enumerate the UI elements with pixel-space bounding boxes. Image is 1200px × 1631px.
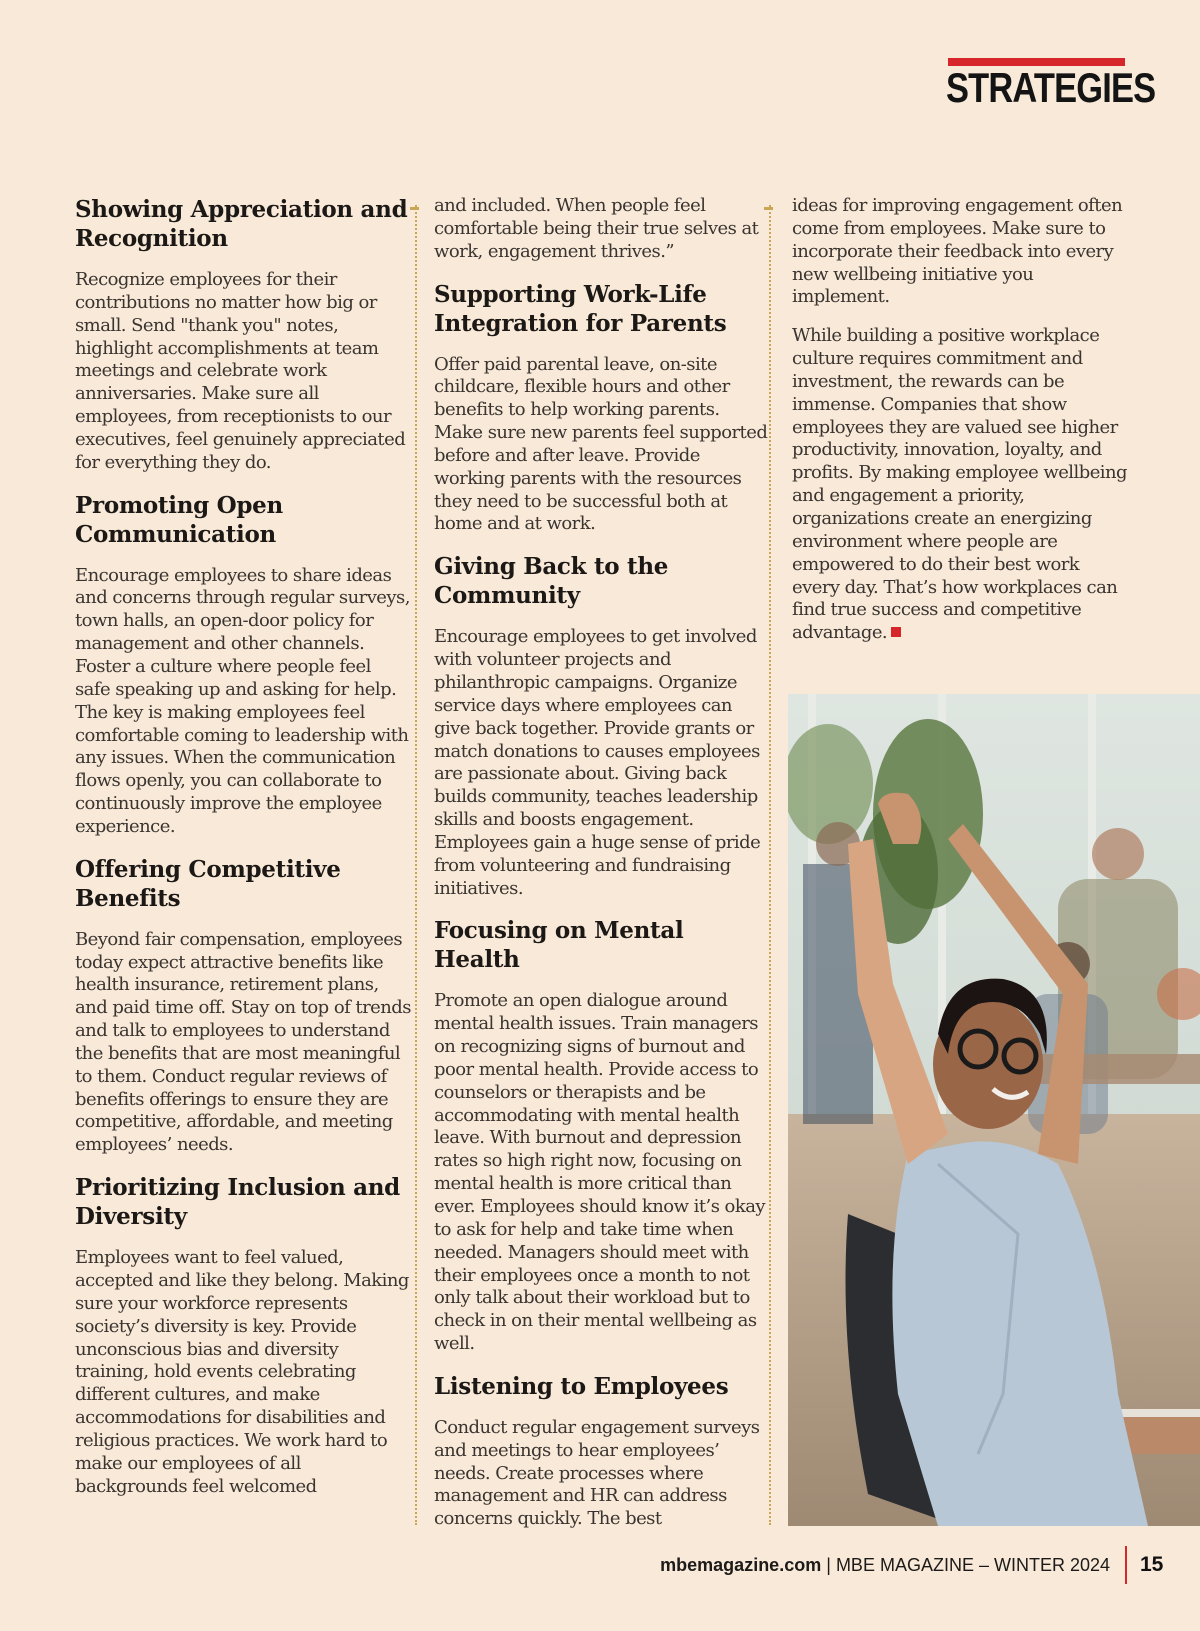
page-number: 15 xyxy=(1140,1553,1164,1576)
closing-paragraph xyxy=(792,325,1128,645)
section-heading: Prioritizing Inclusion and Diversity xyxy=(75,1174,400,1231)
continued-text: and included. When people feel comfortable being their true selves at work, engagement thrives.” xyxy=(434,195,759,262)
section-heading: Showing Appreciation and Recognition xyxy=(75,196,408,252)
article-column-3 xyxy=(792,195,1128,661)
article-column-1 xyxy=(75,195,411,1514)
continued-text: ideas for improving engagement often come from employees. Make sure to incorporate their feedback into every new wellbeing initiative you implement. xyxy=(792,195,1123,308)
closing-text: While building a positive workplace culture requires commitment and investment, the rewards can be immense. Companies that show employees they are valued see higher productivity, innovation, loyalty, and profits. By making employee wellbeing and engagement a priority, organizations create an energizing environment where people are empowered to do their best work every day. That’s how workplaces can find true success and competitive advantage. xyxy=(792,325,1128,644)
section-label: STRATEGIES xyxy=(946,64,1156,111)
section-body: Encourage employees to share ideas and concerns through regular surveys, town halls, an open-door policy for management and other channels. Foster a culture where people feel safe speaking up and asking for help. The key is making employees feel comfortable coming to leadership with any issues. When the communication flows openly, you can collaborate to continuously improve the employee experience. xyxy=(75,564,410,837)
footer-issue: MBE MAGAZINE – WINTER 2024 xyxy=(835,1555,1110,1575)
section-heading: Promoting Open Communication xyxy=(75,491,283,548)
end-mark-icon xyxy=(891,627,901,637)
section-heading: Focusing on Mental Health xyxy=(434,917,684,974)
section-body: Employees want to feel valued, accepted and like they belong. Making sure your workforce represents society’s diversity is key. Provide unconscious bias and diversity training, hold events celebrating different cultures, and make accommodations for disabilities and religious practices. We work hard to make our employees of all backgrounds feel welcomed xyxy=(75,1247,409,1497)
section-heading: Offering Competitive Benefits xyxy=(75,855,341,912)
footer-site: mbemagazine.com xyxy=(660,1555,822,1575)
column-divider xyxy=(415,205,417,1525)
photo-illustration xyxy=(788,694,1200,1526)
page-footer xyxy=(560,1553,1110,1577)
section-body: Conduct regular engagement surveys and meetings to hear employees’ needs. Create processes where management and HR can address concerns quickly. The best xyxy=(434,1416,760,1530)
section-body: Offer paid parental leave, on-site childcare, flexible hours and other benefits to help working parents. Make sure new parents feel supported before and after leave. Provide working parents with the resources they need to be successful both at home and at work. xyxy=(434,353,768,535)
footer-separator: | xyxy=(826,1555,831,1575)
section-heading: Supporting Work-Life Integration for Parents xyxy=(434,280,727,337)
section-heading: Listening to Employees xyxy=(434,1372,729,1400)
article-column-2 xyxy=(434,195,770,1547)
section-body: Recognize employees for their contributions no matter how big or small. Send "thank you" notes, highlight accomplishments at team meetings and celebrate work anniversaries. Make sure all employees, from receptionists to our executives, feel genuinely appreciated for everything they do. xyxy=(75,269,406,473)
footer-rule xyxy=(1125,1546,1127,1584)
section-body: Promote an open dialogue around mental health issues. Train managers on recognizing signs of burnout and poor mental health. Provide access to counselors or therapists and be accommodating with mental health leave. With burnout and depression rates so high right now, focusing on mental health is more critical than ever. Employees should know it’s okay to ask for help and take time when needed. Managers should meet with their employees once a month to not only talk about their workload but to check in on their mental wellbeing as well. xyxy=(434,990,765,1355)
section-body: Beyond fair compensation, employees today expect attractive benefits like health insurance, retirement plans, and paid time off. Stay on top of trends and talk to employees to understand the benefits that are most meaningful to them. Conduct regular reviews of benefits offerings to ensure they are competitive, affordable, and meeting employees’ needs. xyxy=(75,928,411,1156)
section-heading: Giving Back to the Community xyxy=(434,553,669,610)
section-body: Encourage employees to get involved with volunteer projects and philanthropic campaigns. Organize service days where employees can give back together. Provide grants or match donations to causes employees are passionate about. Giving back builds community, teaches leadership skills and boosts engagement. Employees gain a huge sense of pride from volunteering and fundraising initiatives. xyxy=(434,626,761,899)
office-stretching-photo xyxy=(788,694,1200,1526)
